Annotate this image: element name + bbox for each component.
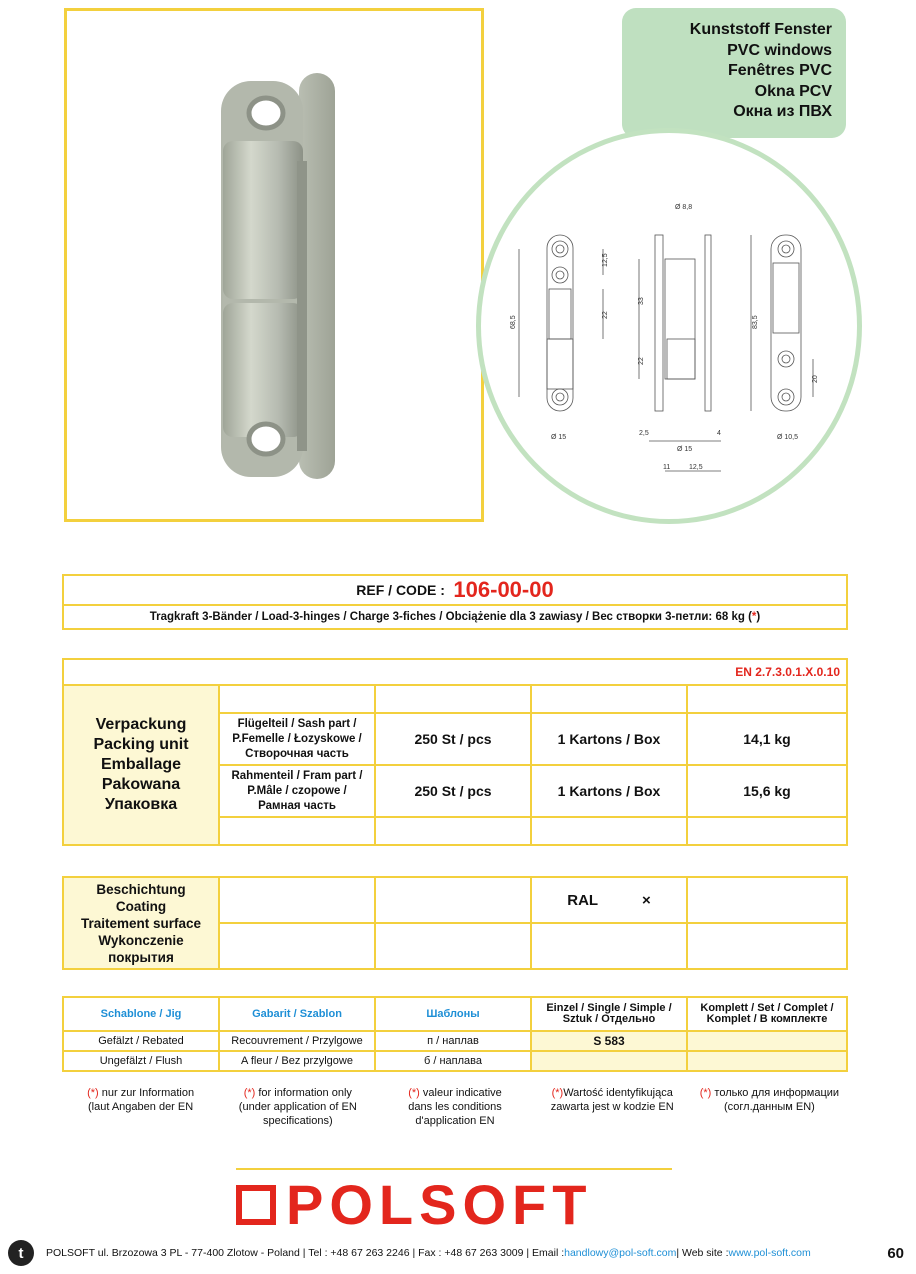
empty-cell — [687, 817, 847, 845]
coating-label-line: Wykonczenie — [98, 932, 184, 948]
empty-cell — [687, 685, 847, 713]
note-line: (согл.данным EN) — [724, 1101, 815, 1113]
ral-label: RAL — [567, 891, 598, 909]
dim-label: 33 — [638, 297, 645, 305]
jig-header: Schablone / Jig — [63, 997, 219, 1031]
note-line: for information only — [255, 1087, 352, 1099]
jig-cell: A fleur / Bez przylgowe — [219, 1051, 375, 1071]
empty-cell — [219, 817, 375, 845]
coating-label-line: Traitement surface — [80, 915, 202, 931]
footer-web-label: | Web site : — [676, 1247, 729, 1259]
footer-email-link[interactable]: handlowy@pol-soft.com — [564, 1247, 677, 1259]
drawing-svg — [481, 133, 857, 519]
empty-cell — [219, 877, 375, 923]
empty-cell — [531, 923, 687, 969]
box-cell: 1 Kartons / Box — [531, 765, 687, 817]
dim-label: Ø 8,8 — [675, 204, 693, 211]
note — [219, 1086, 376, 1128]
coating-label-line: покрытия — [108, 949, 174, 965]
ref-label: REF / CODE : — [356, 582, 445, 598]
note-line: d'application EN — [415, 1115, 495, 1127]
jig-cell-set — [687, 1031, 847, 1051]
load-star: * — [751, 611, 757, 623]
load-cell — [63, 605, 847, 629]
dim-label: 2,5 — [639, 430, 649, 437]
dim-label: Ø 15 — [677, 446, 693, 453]
note-line: valeur indicative — [419, 1087, 502, 1099]
dim-label: 83,5 — [752, 315, 759, 329]
technical-drawing — [476, 128, 862, 524]
jig-cell: Gefälzt / Rebated — [63, 1031, 219, 1051]
packing-label-line: Pakowana — [101, 776, 181, 793]
part-line: Flügelteil / Sash part / — [237, 717, 357, 730]
divider — [236, 1168, 672, 1170]
jig-header-single — [531, 997, 687, 1031]
packing-label-line: Verpackung — [95, 716, 187, 733]
note — [534, 1086, 691, 1128]
box-cell: 1 Kartons / Box — [531, 713, 687, 765]
part-line: P.Femelle / Łozyskowe / — [232, 732, 362, 745]
coating-label-line: Beschichtung — [96, 881, 186, 897]
polsoft-logo — [236, 1173, 593, 1236]
dim-label: 12,5 — [602, 253, 609, 267]
dim-label: 22 — [638, 357, 645, 365]
dim-label: 20 — [812, 375, 819, 383]
note — [376, 1086, 533, 1128]
packing-label-line: Упаковка — [104, 796, 178, 813]
weight-cell: 15,6 kg — [687, 765, 847, 817]
footer-web-link[interactable]: www.pol-soft.com — [728, 1247, 811, 1259]
empty-cell — [375, 685, 531, 713]
jig-cell: б / наплава — [375, 1051, 531, 1071]
footer — [8, 1238, 908, 1268]
note-star: (*) — [699, 1087, 712, 1099]
note-star: (*) — [408, 1087, 420, 1099]
jig-cell: Ungefälzt / Flush — [63, 1051, 219, 1071]
coating-table — [62, 876, 848, 970]
category-line: Fenêtres PVC — [727, 62, 832, 79]
empty-cell — [687, 923, 847, 969]
load-close: ) — [756, 611, 761, 623]
note — [62, 1086, 219, 1128]
note-star: (*) — [551, 1087, 564, 1099]
ral-cell — [531, 877, 687, 923]
note-line: nur zur Information — [98, 1087, 195, 1099]
reference-table — [62, 574, 848, 630]
part-cell — [219, 765, 375, 817]
part-cell — [219, 713, 375, 765]
logo-text: POLSOFT — [286, 1173, 593, 1236]
category-line: PVC windows — [727, 41, 832, 59]
note-line: только для информации — [711, 1087, 840, 1099]
dim-label: 11 — [663, 464, 671, 471]
footer-address: POLSOFT ul. Brzozowa 3 PL - 77-400 Zlotow - Poland | Tel : +48 67 263 2246 | Fax : +48 67 263 3009 | Email : — [46, 1247, 565, 1259]
ref-code: 106-00-00 — [453, 577, 554, 602]
jig-cell: Recouvrement / Przylgowe — [219, 1031, 375, 1051]
packing-label-line: Emballage — [100, 756, 182, 773]
jig-header-set — [687, 997, 847, 1031]
jig-table — [62, 996, 848, 1072]
note-line: (laut Angaben der EN — [88, 1101, 194, 1113]
category-tag — [622, 8, 846, 138]
packing-label-line: Packing unit — [93, 736, 189, 753]
dim-label: Ø 15 — [551, 434, 567, 441]
note-star: (*) — [243, 1087, 256, 1099]
note-line: Wartość identyfikująca — [563, 1087, 673, 1099]
note-line: zawarta jest w kodzie EN — [550, 1101, 674, 1113]
logo-square-icon — [236, 1185, 276, 1225]
hinge-photo — [67, 11, 481, 519]
jig-header-line: Komplet / В комплекте — [706, 1013, 828, 1025]
empty-cell — [687, 877, 847, 923]
note-line: specifications) — [262, 1115, 333, 1127]
note — [691, 1086, 848, 1128]
page-number: 60 — [887, 1244, 904, 1262]
note-line: (under application of EN — [238, 1101, 357, 1113]
category-line: Okna PCV — [754, 82, 832, 100]
part-line: Rahmenteil / Fram part / — [231, 769, 363, 782]
empty-cell — [375, 817, 531, 845]
qty-cell: 250 St / pcs — [375, 713, 531, 765]
jig-cell: п / наплав — [375, 1031, 531, 1051]
notes — [62, 1086, 848, 1128]
en-standard: EN 2.7.3.0.1.X.0.10 — [63, 659, 847, 685]
empty-cell — [531, 817, 687, 845]
load-text: Tragkraft 3-Bänder / Load-3-hinges / Charge 3-fiches / Obciążenie dla 3 zawiasy / Вес створки 3-петли: 68 kg ( — [149, 611, 752, 623]
empty-cell — [375, 877, 531, 923]
jig-cell-single: S 583 — [531, 1031, 687, 1051]
footer-logo-icon: t — [8, 1240, 34, 1266]
qty-cell: 250 St / pcs — [375, 765, 531, 817]
part-line: Створочная часть — [245, 747, 349, 760]
packing-table — [62, 658, 848, 846]
packing-label — [63, 685, 219, 845]
note-star: (*) — [87, 1087, 99, 1099]
dim-label: 4 — [717, 430, 721, 437]
jig-header-line: Einzel / Single / Simple / — [546, 1002, 672, 1014]
dim-label: Ø 10,5 — [777, 434, 799, 441]
jig-header: Шаблоны — [375, 997, 531, 1031]
product-photo-frame — [64, 8, 484, 522]
part-line: P.Mâle / czopowe / — [247, 784, 347, 797]
note-line: dans les conditions — [408, 1101, 502, 1113]
empty-cell — [219, 923, 375, 969]
jig-cell-set — [687, 1051, 847, 1071]
ral-mark: × — [641, 891, 651, 909]
ref-cell — [63, 575, 847, 605]
jig-header: Gabarit / Szablon — [219, 997, 375, 1031]
dim-label: 68,5 — [510, 315, 517, 329]
weight-cell: 14,1 kg — [687, 713, 847, 765]
jig-header-line: Komplett / Set / Complet / — [700, 1002, 834, 1014]
empty-cell — [219, 685, 375, 713]
dim-label: 22 — [602, 311, 609, 319]
jig-cell-single — [531, 1051, 687, 1071]
empty-cell — [375, 923, 531, 969]
part-line: Рамная часть — [258, 799, 336, 812]
coating-label — [63, 877, 219, 969]
coating-label-line: Coating — [115, 898, 167, 914]
category-line: Kunststoff Fenster — [689, 21, 832, 38]
empty-cell — [531, 685, 687, 713]
jig-header-line: Sztuk / Отдельно — [562, 1013, 656, 1025]
dim-label: 12,5 — [689, 464, 703, 471]
category-line: Окна из ПВХ — [733, 103, 832, 120]
